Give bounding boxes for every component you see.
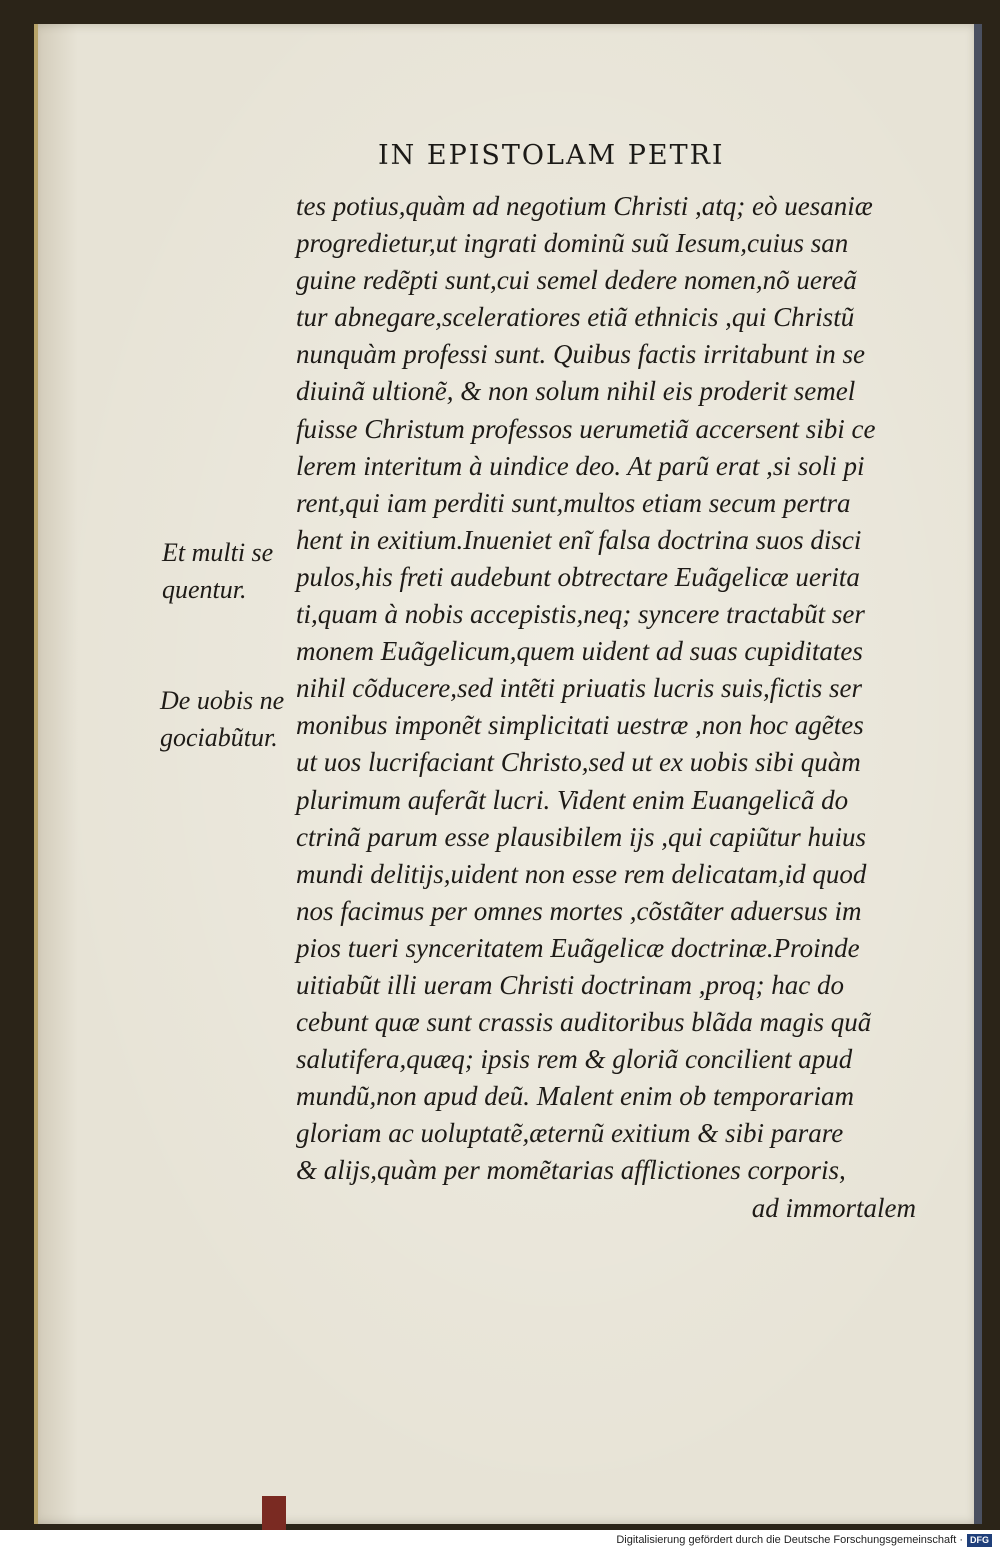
text-line: ut uos lucrifaciant Christo,sed ut ex uobis sibi quàm [296,747,861,778]
margin-note-line: quentur. [162,575,247,604]
text-line: fuisse Christum professos uerumetiã accersent sibi ce [296,413,876,444]
digitization-credit [616,1532,992,1548]
text-line: gloriam ac uoluptatẽ,æternũ exitium & sibi parare [296,1118,844,1149]
text-line: tes potius,quàm ad negotium Christi ,atq; eò uesaniæ [296,191,873,221]
ribbon-bookmark [262,1496,286,1530]
text-line: tur abnegare,sceleratiores etiã ethnicis ,qui Christũ [296,302,855,333]
text-line: uitiabũt illi ueram Christi doctrinam ,proq; hac do [296,969,845,1000]
running-head: IN EPISTOLAM PETRI [378,140,725,171]
credit-text: Digitalisierung gefördert durch die Deutsche Forschungsgemeinschaft · [616,1534,963,1546]
text-line: monem Euãgelicum,quem uident ad suas cupiditates [296,636,863,667]
text-line: cebunt quæ sunt crassis auditoribus blãda magis quã [296,1007,872,1038]
text-line: pulos,his freti audebunt obtrectare Euãgelicæ uerita [296,561,860,592]
text-line: guine redẽpti sunt,cui semel dedere nomen,nõ uereã [296,265,857,296]
text-line: & alijs,quàm per momẽtarias afflictiones corporis, [296,1155,846,1186]
text-line: mundi delitijs,uident non esse rem delicatam,id quod [296,858,867,889]
text-line: hent in exitium.Inueniet enĩ falsa doctrina suos disci [296,524,862,555]
margin-note-line: De uobis ne [160,686,285,715]
text-line: ti,quam à nobis accepistis,neq; syncere tractabũt ser [296,599,865,630]
text-line: nunquàm professi sunt. Quibus factis irritabunt in se [296,339,866,370]
text-line: nos facimus per omnes mortes ,cõstãter aduersus im [296,895,862,926]
body-text [296,188,946,1227]
dfg-logo: DFG [967,1534,992,1547]
margin-note-1 [162,534,273,608]
text-line: ad immortalem [751,1192,916,1223]
text-line: ctrinã parum esse plausibilem ijs ,qui capiũtur huius [296,821,866,852]
text-line: rent,qui iam perditi sunt,multos etiam secum pertra [296,487,851,518]
text-line: plurimum auferãt lucri. Vident enim Euangelicã do [296,784,849,815]
text-line: mundũ,non apud deũ. Malent enim ob temporariam [296,1081,854,1112]
margin-note-line: gociabũtur. [160,723,278,752]
page-edge [974,24,982,1524]
margin-note-line: Et multi se [162,538,274,567]
text-line: lerem interitum à uindice deo. At parũ erat ,si soli pi [296,450,865,481]
text-line: diuinã ultionẽ, & non solum nihil eis proderit semel [296,376,856,407]
margin-note-2 [160,682,284,756]
text-line: progredietur,ut ingrati dominũ suũ Iesum,cuius san [296,228,849,259]
text-line: nihil cõducere,sed intẽti priuatis lucris suis,fictis ser [296,673,862,704]
text-line: pios tueri synceritatem Euãgelicæ doctrinæ.Proinde [296,932,860,963]
text-line: salutifera,quæq; ipsis rem & gloriã concilient apud [296,1044,853,1075]
text-line: monibus imponẽt simplicitati uestræ ,non hoc agẽtes [296,710,864,741]
